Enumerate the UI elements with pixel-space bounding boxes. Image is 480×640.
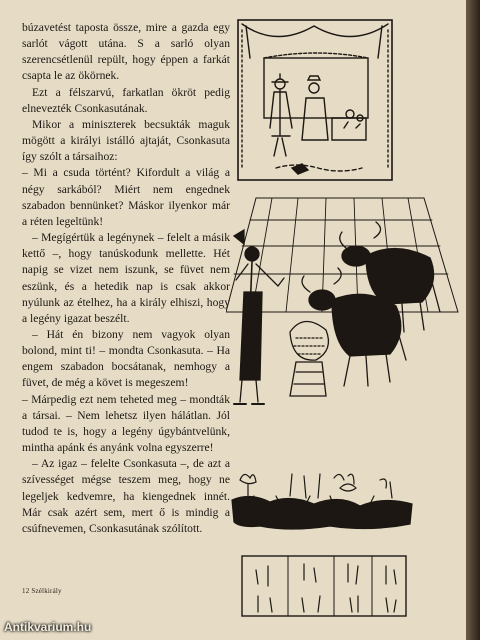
paragraph-3: Mikor a miniszterek becsukták maguk mögött a királyi istálló ajtaját, Csonkasuta így szólt a társaihoz: [22, 117, 230, 164]
oxen-with-man-illustration [226, 192, 462, 422]
book-spine-shadow [466, 0, 480, 640]
paragraph-5: – Megígértük a legénynek – felelt a másik kettő –, hogy tanúskodunk mellette. Hét napig se vizet nem iszunk, se füvet nem eszünk, és a hetedik nap is csak akkor nyúlunk az ételhez, ha a király elhiszi, hogy a legény igazat beszélt. [22, 231, 230, 325]
page-footer: 12 Szélkirály [22, 587, 62, 595]
text-column [22, 20, 230, 537]
field-plants-illustration [230, 466, 416, 618]
throne-room-illustration [236, 18, 396, 186]
paragraph-1: búzavetést taposta össze, mire a gazda egy sarlót vágott utána. S a sarló olyan szerencsétlenül repült, hogy éppen a farkát csapta le az ökörnek. [22, 21, 230, 83]
paragraph-2: Ezt a félszarvú, farkatlan ökröt pedig elnevezték Csonkasutának. [22, 85, 230, 115]
watermark: Antikvarium.hu [4, 620, 92, 634]
paragraph-8: – Az igaz – felelte Csonkasuta –, de azt a szívességet mégse teszem meg, hogy ne legeljek kedvemre, ha kiengednek innét. Már csak azért sem, mert ő is mindig a csúfnevemen, Csonkasutának szólított. [22, 457, 230, 535]
paragraph-7: – Márpedig ezt nem teheted meg – mondták a társai. – Nem lehetsz ilyen hálátlan. Jól tudod te is, hogy a legény úgybántvelünk, mintha apánk és anyánk volna egyszerre! [22, 392, 230, 455]
paragraph-4: – Mi a csuda történt? Kifordult a világ a négy sarkából? Miért nem engednek szabadon bennünket? Máskor ilyenkor már a réten legeltünk! [22, 166, 230, 228]
paragraph-6: – Hát én bizony nem vagyok olyan bolond, mint ti! – mondta Csonkasuta. – Ha engem szabadon bocsátanak, nemhogy a füvet, de még a követ is megeszem! [22, 327, 230, 390]
